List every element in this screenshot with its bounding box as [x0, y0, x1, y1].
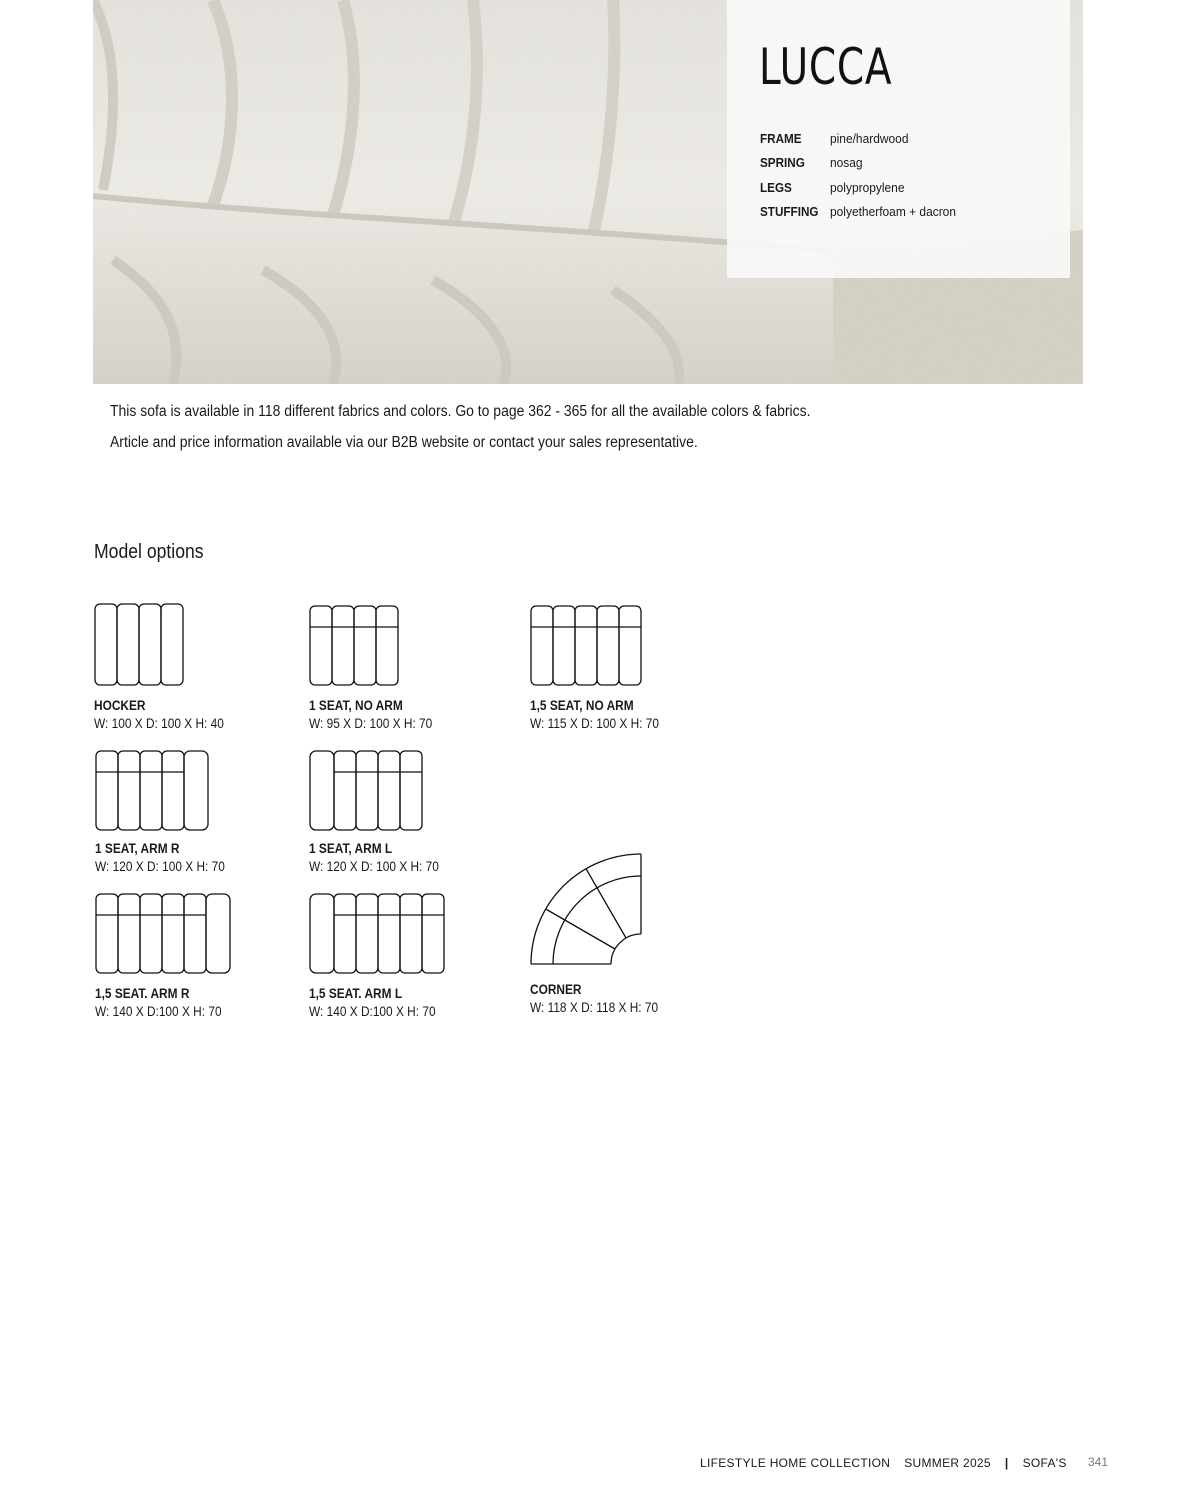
spec-row-spring: [760, 151, 967, 176]
spec-row-stuffing: [760, 200, 967, 225]
1-seat-arm-r-diagram: [95, 750, 211, 832]
option-name: 1,5 SEAT. ARM L: [309, 986, 403, 1001]
option-1-5-seat-arm-l: [309, 893, 453, 1021]
option-1-seat-arm-l: [309, 750, 457, 876]
footer-separator: |: [1004, 1456, 1009, 1470]
spec-value: polyetherfoam + dacron: [830, 204, 956, 220]
info-line-b2b: Article and price information available via our B2B website or contact your sales representative.: [110, 434, 698, 451]
option-name: 1 SEAT, ARM L: [309, 841, 393, 856]
footer-collection: LIFESTYLE HOME COLLECTION: [700, 1456, 891, 1470]
page-footer: [700, 1456, 1067, 1470]
option-name: 1 SEAT, NO ARM: [309, 698, 403, 713]
spec-value: pine/hardwood: [830, 130, 909, 146]
1-seat-arm-l-diagram: [309, 750, 425, 832]
option-dimensions: W: 140 X D:100 X H: 70: [95, 1004, 222, 1019]
spec-row-legs: [760, 175, 967, 200]
spec-key: STUFFING: [760, 204, 819, 220]
spec-value: nosag: [830, 155, 863, 171]
spec-row-frame: [760, 126, 967, 151]
availability-info: [110, 402, 888, 464]
option-name: 1,5 SEAT, NO ARM: [530, 698, 634, 713]
option-dimensions: W: 118 X D: 118 X H: 70: [530, 1000, 659, 1015]
1-seat-no-arm-diagram: [309, 605, 401, 687]
option-dimensions: W: 140 X D:100 X H: 70: [309, 1004, 436, 1019]
option-hocker: [94, 603, 242, 733]
option-name: HOCKER: [94, 698, 146, 713]
spec-value: polypropylene: [830, 179, 905, 195]
option-1-5-seat-no-arm: [530, 605, 677, 733]
option-name: 1 SEAT, ARM R: [95, 841, 180, 856]
section-title-model-options: Model options: [94, 541, 204, 563]
option-dimensions: W: 95 X D: 100 X H: 70: [309, 716, 433, 731]
option-dimensions: W: 120 X D: 100 X H: 70: [95, 859, 225, 874]
footer-season: SUMMER 2025: [904, 1456, 991, 1470]
option-dimensions: W: 115 X D: 100 X H: 70: [530, 716, 659, 731]
option-name: 1,5 SEAT. ARM R: [95, 986, 190, 1001]
product-title: LUCCA: [759, 38, 893, 96]
option-dimensions: W: 100 X D: 100 X H: 40: [94, 716, 224, 731]
footer-category: SOFA'S: [1022, 1456, 1067, 1470]
option-corner: [530, 853, 676, 1017]
1-5-seat-arm-l-diagram: [309, 893, 447, 975]
spec-key: SPRING: [760, 155, 805, 171]
spec-key: LEGS: [760, 179, 792, 195]
option-dimensions: W: 120 X D: 100 X H: 70: [309, 859, 439, 874]
option-1-seat-no-arm: [309, 605, 449, 733]
option-1-5-seat-arm-r: [95, 893, 239, 1021]
corner-diagram: [530, 853, 644, 967]
spec-table: [760, 126, 967, 224]
1-5-seat-no-arm-diagram: [530, 605, 644, 687]
info-line-fabrics: This sofa is available in 118 different fabrics and colors. Go to page 362 - 365 for all the available colors & fabrics.: [110, 403, 811, 420]
spec-card: [727, 0, 1070, 278]
1-5-seat-arm-r-diagram: [95, 893, 233, 975]
option-1-seat-arm-r: [95, 750, 243, 876]
page-number: 341: [1088, 1455, 1109, 1469]
option-name: CORNER: [530, 982, 582, 997]
spec-key: FRAME: [760, 130, 802, 146]
hocker-diagram: [94, 603, 186, 687]
